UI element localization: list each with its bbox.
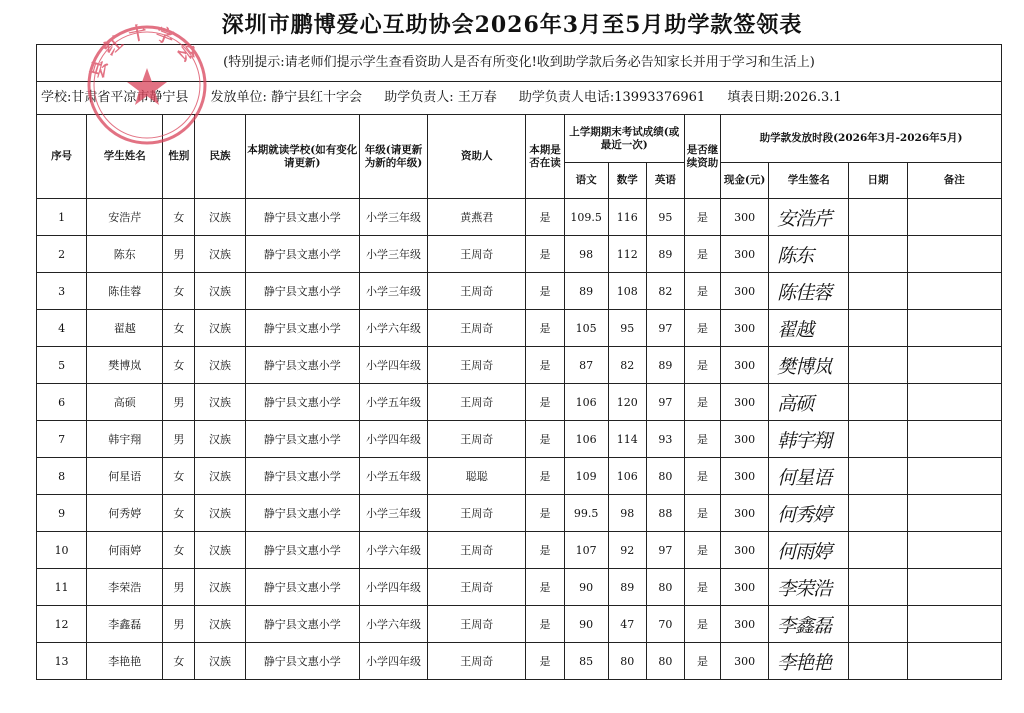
sponsor-cell: 黄燕君 xyxy=(428,199,526,236)
cash-amount-cell: 300 xyxy=(721,310,769,347)
student-name-cell: 陈东 xyxy=(87,236,163,273)
enrolled-cell: 是 xyxy=(526,532,564,569)
row-number-cell: 12 xyxy=(37,606,87,643)
sign-date-cell xyxy=(849,310,907,347)
continue-aid-cell: 是 xyxy=(684,384,720,421)
enrolled-cell: 是 xyxy=(526,606,564,643)
grade-cell: 小学四年级 xyxy=(359,347,427,384)
student-name-cell: 何星语 xyxy=(87,458,163,495)
ethnicity-cell: 汉族 xyxy=(195,421,245,458)
score-english-cell: 80 xyxy=(646,569,684,606)
score-math-cell: 92 xyxy=(608,532,646,569)
student-signature-cell: 李艳艳 xyxy=(769,643,849,680)
sponsor-cell: 王周奇 xyxy=(428,569,526,606)
score-math-cell: 82 xyxy=(608,347,646,384)
sign-date-cell xyxy=(849,495,907,532)
header-school: 本期就读学校(如有变化请更新) xyxy=(245,115,359,199)
score-chinese-cell: 107 xyxy=(564,532,608,569)
continue-aid-cell: 是 xyxy=(684,643,720,680)
remark-cell xyxy=(907,532,1001,569)
cash-amount-cell: 300 xyxy=(721,236,769,273)
cash-amount-cell: 300 xyxy=(721,458,769,495)
continue-aid-cell: 是 xyxy=(684,495,720,532)
header-date: 日期 xyxy=(849,163,907,199)
cash-amount-cell: 300 xyxy=(721,347,769,384)
enrolled-cell: 是 xyxy=(526,643,564,680)
notice-banner: (特别提示:请老师们提示学生查看资助人是否有所变化!收到助学款后务必告知家长并用于学习和生活上) xyxy=(36,44,1002,81)
score-chinese-cell: 106 xyxy=(564,384,608,421)
grade-cell: 小学六年级 xyxy=(359,606,427,643)
grade-cell: 小学三年级 xyxy=(359,495,427,532)
header-sponsor: 资助人 xyxy=(428,115,526,199)
table-row xyxy=(37,384,1002,421)
enrolled-cell: 是 xyxy=(526,569,564,606)
table-row xyxy=(37,643,1002,680)
remark-cell xyxy=(907,421,1001,458)
remark-cell xyxy=(907,495,1001,532)
school-name-cell: 静宁县文惠小学 xyxy=(245,532,359,569)
ethnicity-cell: 汉族 xyxy=(195,458,245,495)
gender-cell: 男 xyxy=(163,384,195,421)
score-chinese-cell: 99.5 xyxy=(564,495,608,532)
continue-aid-cell: 是 xyxy=(684,273,720,310)
student-signature-cell: 何秀婷 xyxy=(769,495,849,532)
school-name-cell: 静宁县文惠小学 xyxy=(245,199,359,236)
sign-date-cell xyxy=(849,458,907,495)
sign-date-cell xyxy=(849,421,907,458)
score-chinese-cell: 89 xyxy=(564,273,608,310)
cash-amount-cell: 300 xyxy=(721,569,769,606)
school-name-cell: 静宁县文惠小学 xyxy=(245,569,359,606)
score-english-cell: 80 xyxy=(646,643,684,680)
gender-cell: 男 xyxy=(163,606,195,643)
enrolled-cell: 是 xyxy=(526,347,564,384)
table-row xyxy=(37,421,1002,458)
school-name-cell: 静宁县文惠小学 xyxy=(245,236,359,273)
remark-cell xyxy=(907,310,1001,347)
sponsor-cell: 王周奇 xyxy=(428,273,526,310)
score-math-cell: 80 xyxy=(608,643,646,680)
school-name-cell: 静宁县文惠小学 xyxy=(245,273,359,310)
score-math-cell: 114 xyxy=(608,421,646,458)
ethnicity-cell: 汉族 xyxy=(195,606,245,643)
table-row xyxy=(37,532,1002,569)
sign-date-cell xyxy=(849,606,907,643)
remark-cell xyxy=(907,606,1001,643)
header-signature: 学生签名 xyxy=(769,163,849,199)
row-number-cell: 10 xyxy=(37,532,87,569)
table-row xyxy=(37,606,1002,643)
row-number-cell: 11 xyxy=(37,569,87,606)
table-row xyxy=(37,495,1002,532)
sponsor-cell: 王周奇 xyxy=(428,643,526,680)
school-name-cell: 静宁县文惠小学 xyxy=(245,606,359,643)
score-chinese-cell: 87 xyxy=(564,347,608,384)
student-signature-cell: 何雨婷 xyxy=(769,532,849,569)
red-seal-stamp xyxy=(82,20,212,150)
gender-cell: 女 xyxy=(163,347,195,384)
score-math-cell: 47 xyxy=(608,606,646,643)
student-signature-cell: 翟越 xyxy=(769,310,849,347)
student-name-cell: 翟越 xyxy=(87,310,163,347)
header-enrolled: 本期是否在读 xyxy=(526,115,564,199)
gender-cell: 女 xyxy=(163,273,195,310)
remark-cell xyxy=(907,384,1001,421)
remark-cell xyxy=(907,643,1001,680)
grade-cell: 小学四年级 xyxy=(359,643,427,680)
sponsor-cell: 王周奇 xyxy=(428,310,526,347)
grade-cell: 小学三年级 xyxy=(359,273,427,310)
school-name-cell: 静宁县文惠小学 xyxy=(245,495,359,532)
header-chinese: 语文 xyxy=(564,163,608,199)
remark-cell xyxy=(907,273,1001,310)
gender-cell: 女 xyxy=(163,199,195,236)
row-number-cell: 7 xyxy=(37,421,87,458)
sign-date-cell xyxy=(849,199,907,236)
student-name-cell: 李鑫磊 xyxy=(87,606,163,643)
ethnicity-cell: 汉族 xyxy=(195,569,245,606)
school-name-cell: 静宁县文惠小学 xyxy=(245,384,359,421)
ethnicity-cell: 汉族 xyxy=(195,643,245,680)
phone-info: 助学负责人电话:13993376961 xyxy=(518,90,706,105)
student-name-cell: 何雨婷 xyxy=(87,532,163,569)
score-english-cell: 89 xyxy=(646,236,684,273)
sponsor-cell: 王周奇 xyxy=(428,421,526,458)
student-signature-cell: 陈东 xyxy=(769,236,849,273)
sponsor-cell: 王周奇 xyxy=(428,606,526,643)
score-math-cell: 108 xyxy=(608,273,646,310)
table-row xyxy=(37,347,1002,384)
table-row xyxy=(37,236,1002,273)
student-name-cell: 安浩芹 xyxy=(87,199,163,236)
gender-cell: 女 xyxy=(163,532,195,569)
score-english-cell: 82 xyxy=(646,273,684,310)
cash-amount-cell: 300 xyxy=(721,199,769,236)
table-row xyxy=(37,273,1002,310)
continue-aid-cell: 是 xyxy=(684,532,720,569)
student-signature-cell: 何星语 xyxy=(769,458,849,495)
cash-amount-cell: 300 xyxy=(721,643,769,680)
remark-cell xyxy=(907,569,1001,606)
student-name-cell: 李艳艳 xyxy=(87,643,163,680)
sign-date-cell xyxy=(849,384,907,421)
grade-cell: 小学五年级 xyxy=(359,384,427,421)
header-continue: 是否继续资助 xyxy=(684,115,720,199)
student-name-cell: 陈佳蓉 xyxy=(87,273,163,310)
score-english-cell: 70 xyxy=(646,606,684,643)
gender-cell: 女 xyxy=(163,495,195,532)
row-number-cell: 6 xyxy=(37,384,87,421)
header-math: 数学 xyxy=(608,163,646,199)
sponsor-cell: 王周奇 xyxy=(428,495,526,532)
header-english: 英语 xyxy=(646,163,684,199)
enrolled-cell: 是 xyxy=(526,199,564,236)
student-signature-cell: 安浩芹 xyxy=(769,199,849,236)
continue-aid-cell: 是 xyxy=(684,236,720,273)
enrolled-cell: 是 xyxy=(526,384,564,421)
student-name-cell: 何秀婷 xyxy=(87,495,163,532)
cash-amount-cell: 300 xyxy=(721,495,769,532)
score-chinese-cell: 109 xyxy=(564,458,608,495)
score-english-cell: 89 xyxy=(646,347,684,384)
school-info: 学校:甘肃省平凉市静宁县 xyxy=(41,90,189,105)
student-signature-cell: 樊博岚 xyxy=(769,347,849,384)
score-english-cell: 97 xyxy=(646,532,684,569)
student-name-cell: 高硕 xyxy=(87,384,163,421)
sign-date-cell xyxy=(849,347,907,384)
score-chinese-cell: 98 xyxy=(564,236,608,273)
sponsor-cell: 王周奇 xyxy=(428,347,526,384)
student-name-cell: 李荣浩 xyxy=(87,569,163,606)
student-signature-cell: 李荣浩 xyxy=(769,569,849,606)
row-number-cell: 8 xyxy=(37,458,87,495)
continue-aid-cell: 是 xyxy=(684,199,720,236)
row-number-cell: 5 xyxy=(37,347,87,384)
gender-cell: 男 xyxy=(163,421,195,458)
header-name: 学生姓名 xyxy=(87,115,163,199)
score-chinese-cell: 109.5 xyxy=(564,199,608,236)
row-number-cell: 3 xyxy=(37,273,87,310)
score-math-cell: 98 xyxy=(608,495,646,532)
header-gender: 性别 xyxy=(163,115,195,199)
sponsor-cell: 聪聪 xyxy=(428,458,526,495)
gender-cell: 男 xyxy=(163,569,195,606)
sign-date-cell xyxy=(849,643,907,680)
enrolled-cell: 是 xyxy=(526,236,564,273)
score-chinese-cell: 90 xyxy=(564,606,608,643)
sponsor-cell: 王周奇 xyxy=(428,532,526,569)
grade-cell: 小学六年级 xyxy=(359,310,427,347)
remark-cell xyxy=(907,458,1001,495)
school-name-cell: 静宁县文惠小学 xyxy=(245,421,359,458)
date-info: 填表日期:2026.3.1 xyxy=(727,90,842,105)
table-row xyxy=(37,310,1002,347)
grade-cell: 小学四年级 xyxy=(359,569,427,606)
sponsor-cell: 王周奇 xyxy=(428,236,526,273)
student-signature-cell: 陈佳蓉 xyxy=(769,273,849,310)
school-name-cell: 静宁县文惠小学 xyxy=(245,347,359,384)
enrolled-cell: 是 xyxy=(526,273,564,310)
header-no: 序号 xyxy=(37,115,87,199)
sponsor-cell: 王周奇 xyxy=(428,384,526,421)
score-math-cell: 106 xyxy=(608,458,646,495)
issuer-info: 发放单位: 静宁县红十字会 xyxy=(210,90,363,105)
grade-cell: 小学三年级 xyxy=(359,236,427,273)
cash-amount-cell: 300 xyxy=(721,606,769,643)
continue-aid-cell: 是 xyxy=(684,458,720,495)
enrolled-cell: 是 xyxy=(526,310,564,347)
row-number-cell: 1 xyxy=(37,199,87,236)
school-name-cell: 静宁县文惠小学 xyxy=(245,458,359,495)
table-row xyxy=(37,569,1002,606)
grade-cell: 小学六年级 xyxy=(359,532,427,569)
grade-cell: 小学三年级 xyxy=(359,199,427,236)
header-remark: 备注 xyxy=(907,163,1001,199)
ethnicity-cell: 汉族 xyxy=(195,199,245,236)
sign-date-cell xyxy=(849,273,907,310)
header-cash: 现金(元) xyxy=(721,163,769,199)
row-number-cell: 13 xyxy=(37,643,87,680)
enrolled-cell: 是 xyxy=(526,495,564,532)
cash-amount-cell: 300 xyxy=(721,532,769,569)
score-chinese-cell: 90 xyxy=(564,569,608,606)
sign-date-cell xyxy=(849,569,907,606)
gender-cell: 女 xyxy=(163,310,195,347)
score-math-cell: 116 xyxy=(608,199,646,236)
grade-cell: 小学四年级 xyxy=(359,421,427,458)
score-english-cell: 88 xyxy=(646,495,684,532)
ethnicity-cell: 汉族 xyxy=(195,236,245,273)
ethnicity-cell: 汉族 xyxy=(195,273,245,310)
sign-date-cell xyxy=(849,532,907,569)
score-english-cell: 95 xyxy=(646,199,684,236)
score-english-cell: 97 xyxy=(646,384,684,421)
student-name-cell: 樊博岚 xyxy=(87,347,163,384)
score-math-cell: 112 xyxy=(608,236,646,273)
table-body xyxy=(37,199,1002,680)
student-signature-cell: 高硕 xyxy=(769,384,849,421)
ethnicity-cell: 汉族 xyxy=(195,495,245,532)
score-chinese-cell: 106 xyxy=(564,421,608,458)
student-signature-cell: 李鑫磊 xyxy=(769,606,849,643)
remark-cell xyxy=(907,199,1001,236)
ethnicity-cell: 汉族 xyxy=(195,347,245,384)
continue-aid-cell: 是 xyxy=(684,310,720,347)
gender-cell: 男 xyxy=(163,236,195,273)
row-number-cell: 2 xyxy=(37,236,87,273)
score-english-cell: 80 xyxy=(646,458,684,495)
school-name-cell: 静宁县文惠小学 xyxy=(245,310,359,347)
continue-aid-cell: 是 xyxy=(684,606,720,643)
score-math-cell: 89 xyxy=(608,569,646,606)
header-grade: 年级(请更新为新的年级) xyxy=(359,115,427,199)
score-chinese-cell: 85 xyxy=(564,643,608,680)
remark-cell xyxy=(907,236,1001,273)
gender-cell: 女 xyxy=(163,458,195,495)
continue-aid-cell: 是 xyxy=(684,347,720,384)
ethnicity-cell: 汉族 xyxy=(195,384,245,421)
student-name-cell: 韩宇翔 xyxy=(87,421,163,458)
cash-amount-cell: 300 xyxy=(721,421,769,458)
score-chinese-cell: 105 xyxy=(564,310,608,347)
row-number-cell: 9 xyxy=(37,495,87,532)
row-number-cell: 4 xyxy=(37,310,87,347)
enrolled-cell: 是 xyxy=(526,421,564,458)
header-ethnic: 民族 xyxy=(195,115,245,199)
header-scores: 上学期期末考试成绩(或最近一次) xyxy=(564,115,684,163)
score-english-cell: 97 xyxy=(646,310,684,347)
svg-text:县 红 十 字 会: 县 红 十 字 会 xyxy=(86,22,201,81)
remark-cell xyxy=(907,347,1001,384)
continue-aid-cell: 是 xyxy=(684,569,720,606)
enrolled-cell: 是 xyxy=(526,458,564,495)
ethnicity-cell: 汉族 xyxy=(195,532,245,569)
grade-cell: 小学五年级 xyxy=(359,458,427,495)
score-math-cell: 95 xyxy=(608,310,646,347)
student-signature-cell: 韩宇翔 xyxy=(769,421,849,458)
score-math-cell: 120 xyxy=(608,384,646,421)
table-row xyxy=(37,199,1002,236)
stipend-table xyxy=(36,114,1002,680)
manager-info: 助学负责人: 王万春 xyxy=(384,90,497,105)
cash-amount-cell: 300 xyxy=(721,273,769,310)
cash-amount-cell: 300 xyxy=(721,384,769,421)
page-title: 深圳市鹏博爱心互助协会2026年3月至5月助学款签领表 xyxy=(221,12,803,38)
sign-date-cell xyxy=(849,236,907,273)
school-name-cell: 静宁县文惠小学 xyxy=(245,643,359,680)
ethnicity-cell: 汉族 xyxy=(195,310,245,347)
continue-aid-cell: 是 xyxy=(684,421,720,458)
score-english-cell: 93 xyxy=(646,421,684,458)
table-row xyxy=(37,458,1002,495)
gender-cell: 女 xyxy=(163,643,195,680)
header-period: 助学款发放时段(2026年3月-2026年5月) xyxy=(721,115,1002,163)
